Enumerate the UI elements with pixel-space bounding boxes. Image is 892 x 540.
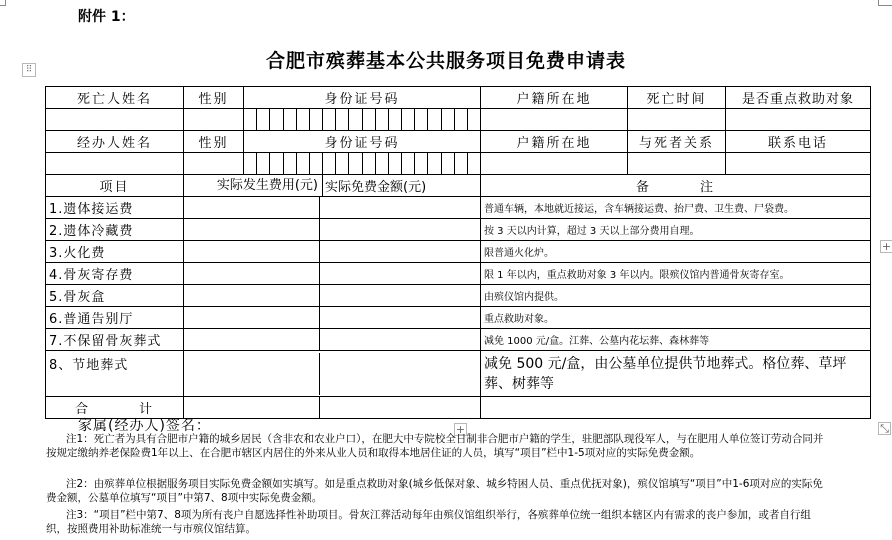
- page-corner-mark: [878, 0, 892, 6]
- death-time-header: 死亡时间: [628, 87, 726, 109]
- relation-input[interactable]: [628, 153, 726, 175]
- items-header-row: [46, 175, 871, 197]
- agent-header-row: [46, 131, 871, 153]
- remarks-header: 备 注: [481, 175, 871, 197]
- agent-gender-input[interactable]: [184, 153, 244, 175]
- item-label: 8、节地葬式: [46, 351, 184, 397]
- deceased-input-row: [46, 109, 871, 131]
- agent-input-row: [46, 153, 871, 175]
- agent-household-input[interactable]: [481, 153, 628, 175]
- total-amount-cells[interactable]: [184, 397, 481, 419]
- item-row-4: [46, 263, 871, 285]
- phone-input[interactable]: [726, 153, 871, 175]
- item-amount-cells[interactable]: [184, 285, 481, 307]
- amount-headers: [184, 175, 481, 197]
- add-row-plus-icon[interactable]: +: [455, 423, 466, 436]
- total-label: 合 计: [46, 397, 184, 419]
- table-move-handle-icon[interactable]: ⠿: [22, 63, 36, 77]
- total-remarks-cell: [481, 397, 871, 419]
- item-amount-cells[interactable]: [184, 263, 481, 285]
- deceased-name-header: 死亡人姓名: [46, 87, 184, 109]
- deceased-household-input[interactable]: [481, 109, 628, 131]
- agent-gender-header: 性别: [184, 131, 244, 153]
- key-assistance-input[interactable]: [726, 109, 871, 131]
- family-signature-label: 家属(经办人)签名：: [78, 418, 211, 434]
- deceased-name-input[interactable]: [46, 109, 184, 131]
- attachment-label: 附件 1：: [78, 9, 135, 25]
- key-assistance-header: 是否重点救助对象: [726, 87, 871, 109]
- deceased-gender-input[interactable]: [184, 109, 244, 131]
- phone-header: 联系电话: [726, 131, 871, 153]
- agent-name-input[interactable]: [46, 153, 184, 175]
- item-amount-cells[interactable]: [184, 351, 481, 397]
- page-corner-mark: [0, 0, 6, 6]
- deceased-gender-header: 性别: [184, 87, 244, 109]
- item-row-7: [46, 329, 871, 351]
- resize-table-icon[interactable]: ⤡: [878, 422, 891, 435]
- relation-header: 与死者关系: [628, 131, 726, 153]
- item-amount-cells[interactable]: [184, 197, 481, 219]
- deceased-id-header: 身份证号码: [244, 87, 481, 109]
- actual-free-header: 实际免费金额(元): [325, 180, 427, 195]
- death-time-input[interactable]: [628, 109, 726, 131]
- item-row-6: [46, 307, 871, 329]
- deceased-id-input[interactable]: [244, 109, 481, 131]
- item-row-1: [46, 197, 871, 219]
- item-label: 4.骨灰寄存费: [46, 263, 184, 285]
- item-note: 限普通火化炉。: [481, 241, 871, 263]
- item-amount-cells[interactable]: [184, 241, 481, 263]
- page-title: 合肥市殡葬基本公共服务项目免费申请表: [265, 50, 626, 72]
- item-note: 限 1 年以内，重点救助对象 3 年以内。限殡仪馆内普通骨灰寄存室。: [481, 263, 871, 285]
- item-note: 普通车辆，本地就近接运，含车辆接运费、抬尸费、卫生费、尸袋费。: [481, 197, 871, 219]
- agent-household-header: 户籍所在地: [481, 131, 628, 153]
- item-label: 3.火化费: [46, 241, 184, 263]
- item-note: 重点救助对象。: [481, 307, 871, 329]
- note-1: 注1：死亡者为具有合肥市户籍的城乡居民（含非农和农业户口），在肥大中专院校全日制非合肥市户籍的学生，驻肥部队现役军人，与在肥用人单位签订劳动合同并按规定缴纳养老保险费1年以上、在合肥市辖区内居住的外来从业人员和取得本地居住证的人员，填写“项目”栏中1-5项对应的实际免费金额。: [46, 433, 824, 459]
- item-note: 减免 500 元/盒，由公墓单位提供节地葬式。格位葬、草坪葬、树葬等: [481, 351, 871, 397]
- item-header: 项目: [46, 175, 184, 197]
- item-note: 按 3 天以内计算，超过 3 天以上部分费用自理。: [481, 219, 871, 241]
- item-label: 5.骨灰盒: [46, 285, 184, 307]
- item-label: 2.遗体冷藏费: [46, 219, 184, 241]
- application-form-table: [45, 86, 871, 419]
- item-row-2: [46, 219, 871, 241]
- deceased-household-header: 户籍所在地: [481, 87, 628, 109]
- item-amount-cells[interactable]: [184, 307, 481, 329]
- item-row-3: [46, 241, 871, 263]
- item-amount-cells[interactable]: [184, 329, 481, 351]
- item-row-5: [46, 285, 871, 307]
- add-column-plus-icon[interactable]: +: [881, 240, 892, 253]
- item-note: 由殡仪馆内提供。: [481, 285, 871, 307]
- item-label: 1.遗体接运费: [46, 197, 184, 219]
- item-note: 减免 1000 元/盒。江葬、公墓内花坛葬、森林葬等: [481, 329, 871, 351]
- item-amount-cells[interactable]: [184, 219, 481, 241]
- note-2: 注2：由殡葬单位根据服务项目实际免费金额如实填写。如是重点救助对象(城乡低保对象、城乡特困人员、重点优抚对象)，殡仪馆填写“项目”中1-6项对应的实际免费金额，公墓单位填写“项目”中第7、8项中实际免费金额。: [46, 478, 823, 504]
- deceased-header-row: [46, 87, 871, 109]
- item-label: 7.不保留骨灰葬式: [46, 329, 184, 351]
- item-row-8: [46, 351, 871, 397]
- agent-name-header: 经办人姓名: [46, 131, 184, 153]
- note-3: 注3：“项目”栏中第7、8项为所有丧户自愿选择性补助项目。骨灰江葬活动每年由殡仪馆组织举行，各殡葬单位统一组织本辖区内有需求的丧户参加，或者自行组织，按照费用补助标准统一与市殡仪馆结算。: [46, 509, 811, 535]
- actual-cost-header: 实际发生费用(元): [184, 175, 323, 196]
- agent-id-header: 身份证号码: [244, 131, 481, 153]
- agent-id-input[interactable]: [244, 153, 481, 175]
- item-label: 6.普通告别厅: [46, 307, 184, 329]
